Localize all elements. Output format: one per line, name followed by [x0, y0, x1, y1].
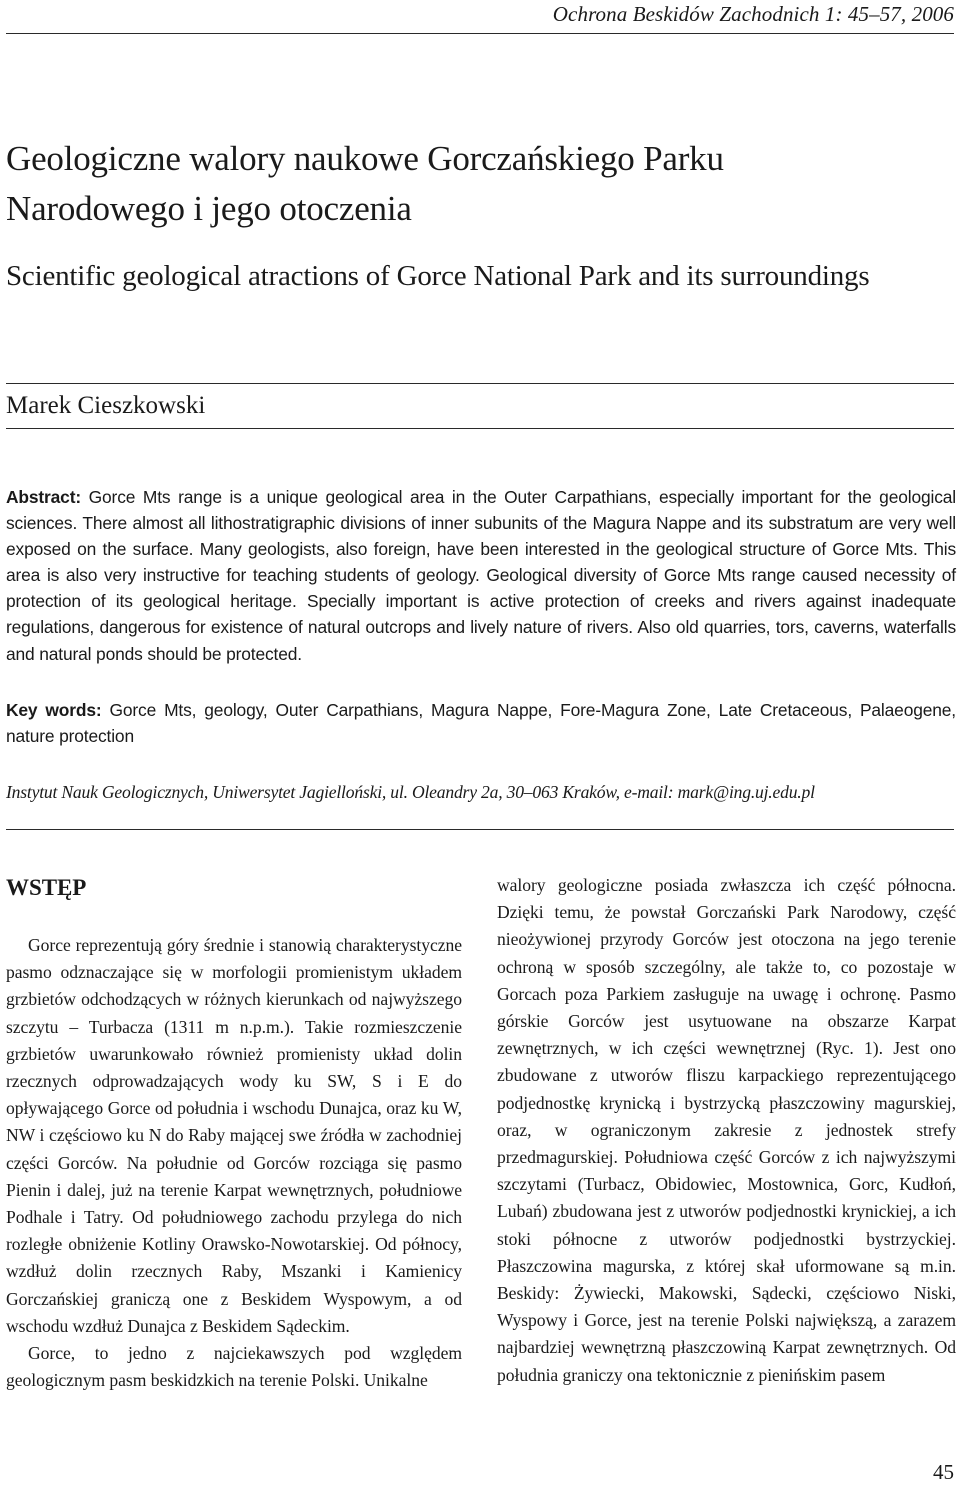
section-rule — [6, 829, 954, 830]
author-affiliation: Instytut Nauk Geologicznych, Uniwersytet Jagielloński, ul. Oleandry 2a, 30–063 Kraków, e-mail: mark@ing.uj.edu.pl — [6, 782, 815, 802]
section-heading-wstep: WSTĘP — [6, 875, 87, 900]
article-title-english: Scientific geological atractions of Gorce National Park and its surroundings — [6, 260, 870, 292]
keywords — [6, 697, 956, 749]
author-bottom-rule — [6, 428, 954, 429]
author-name: Marek Cieszkowski — [6, 392, 206, 419]
paragraph: walory geologiczne posiada zwłaszcza ich część północna. Dzięki temu, że powstał Gorczański Park Narodowy, część nieożywionej przyrody Gorców jest otoczona na jego terenie ochroną w sposób szczególny, ale także to, co pozostaje w Gorcach poza Parkiem zasługuje na uwagę i ochronę. Pasmo górskie Gorców jest usytuowane na obszarze Karpat zewnętrznych, w ich części wewnętrznej (Ryc. 1). Jest ono zbudowane z utworów fliszu karpackiego reprezentującego podjednostkę krynicką i bystrzycką płaszczowiny magurskiej, oraz, w ograniczonym zakresie z jednostek strefy przedmagurskiej. Południowa część Gorców z ich najwyższymi szczytami (Turbacz, Obidowiec, Mostownica, Gorc, Kudłoń, Lubań) zbudowana jest z utworów podjednostki krynickiej, a ich stoki północne z utworów podjednostki bystrzyckiej. Płaszczowina magurska, z której skał uformowane są m.in. Beskidy: Żywiecki, Makowski, Sądecki, częściowo Niski, Wyspowy i Gorce, jest na terenie Polski największą, a zarazem najbardziej wewnętrzną płaszczowiną Karpat zewnętrznych. Od południa graniczy ona tektonicznie z pienińskim pasem — [497, 875, 956, 1385]
keywords-label: Key words: — [6, 700, 102, 720]
page-number: 45 — [933, 1460, 954, 1484]
running-head: Ochrona Beskidów Zachodnich 1: 45–57, 2006 — [552, 2, 954, 26]
abstract-text: Gorce Mts range is a unique geological area in the Outer Carpathians, especially important for the geological sciences. There almost all lithostratigraphic divisions of inner subunits of the Magura Nappe and its substratum are very well exposed on the surface. Many geologists, also foreign, have been interested in the geological structure of Gorce Mts. This area is also very instructive for teaching students of geology. Geological diversity of Gorce Mts range caused necessity of protection of its geological heritage. Specially important is active protection of creeks and rivers against inadequate regulations, dangerous for existence of natural outcrops and lively nature of rivers. Also old quarries, tors, caverns, waterfalls and natural ponds should be protected. — [6, 487, 956, 664]
body-column-right — [497, 872, 956, 1389]
article-title-polish: Geologiczne walory naukowe Gorczańskiego Parku Narodowego i jego otoczenia — [6, 139, 724, 228]
abstract — [6, 484, 956, 667]
header-rule — [6, 33, 954, 34]
author-top-rule — [6, 383, 954, 384]
paragraph: Gorce reprezentują góry średnie i stanowią charakterystyczne pasmo odznaczające się w morfologii promienistym układem grzbietów odchodzących w różnych kierunkach od najwyższego szczytu – Turbacza (1311 m n.p.m.). Takie rozmieszczenie grzbietów uwarunkowało również promienisty układ dolin rzecznych odprowadzających wody ku SW, S i E do opływającego Gorce od południa i wschodu Dunajca, oraz ku W, NW i częściowo ku N do Raby mającej swe źródła w zachodniej części Gorców. Na południe od Gorców rozciąga się pasmo Pienin i dalej, już na terenie Karpat wewnętrznych, południowe Podhale i Tatry. Od południowego zachodu przylega do nich rozległe obniżenie Kotliny Orawsko-Nowotarskiej. Od północy, wzdłuż dolin rzecznych Raby, Mszanki i Kamienicy Gorczańskiej graniczą one z Beskidem Wyspowym, a od wschodu wzdłuż Dunajca z Beskidem Sądeckim. — [6, 935, 462, 1336]
abstract-label: Abstract: — [6, 487, 81, 507]
body-column-left — [6, 868, 462, 1394]
keywords-text: Gorce Mts, geology, Outer Carpathians, Magura Nappe, Fore-Magura Zone, Late Cretaceous, Palaeogene, nature protection — [6, 700, 956, 746]
paragraph: Gorce, to jedno z najciekawszych pod względem geologicznym pasm beskidzkich na terenie Polski. Unikalne — [6, 1343, 462, 1391]
